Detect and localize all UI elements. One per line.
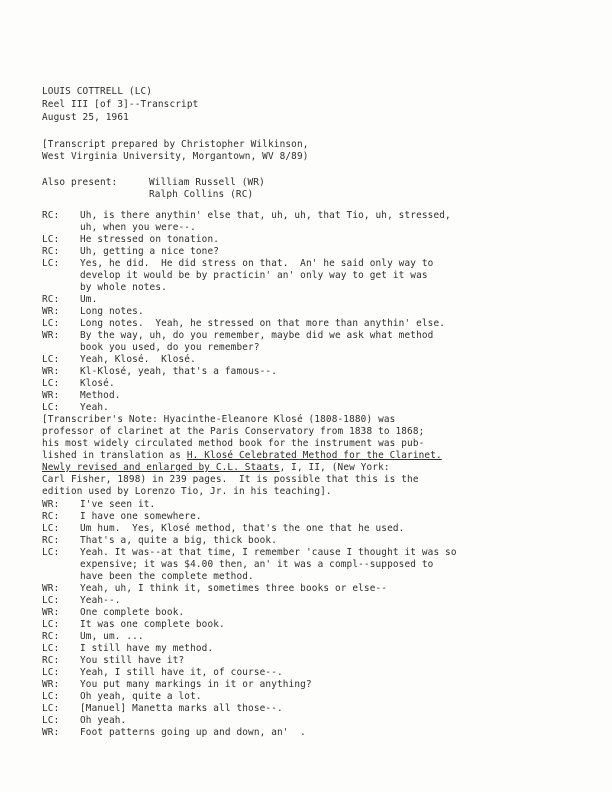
dialogue-text: Yeah--. — [80, 595, 121, 606]
dialogue-text: You still have it? — [80, 655, 185, 666]
speaker-label: LC: — [42, 595, 60, 606]
dialogue-text: Yeah, uh, I think it, sometimes three books or else-- — [80, 583, 388, 594]
dialogue-line — [42, 523, 404, 535]
dialogue-line — [42, 318, 445, 330]
dialogue-text: Um. — [80, 294, 98, 305]
dialogue-text: By the way, uh, do you remember, maybe did we ask what method — [80, 330, 434, 341]
prepared-by-line-2: West Virginia University, Morgantown, WV 8/89) — [42, 151, 309, 162]
dialogue-line — [42, 691, 202, 703]
dialogue-text: Method. — [80, 390, 121, 401]
speaker-label: WR: — [42, 390, 60, 401]
dialogue-text: Oh yeah. — [80, 715, 127, 726]
dialogue-line — [42, 258, 433, 270]
dialogue-line — [42, 679, 312, 691]
dialogue-line — [42, 619, 225, 631]
dialogue-text: Yes, he did. He did stress on that. An' he said only way to — [80, 258, 434, 269]
speaker-label: WR: — [42, 330, 60, 341]
transcriber-note-line-6: Carl Fisher, 1898) in 239 pages. It is possible that this is the — [42, 474, 419, 485]
speaker-label: LC: — [42, 643, 60, 654]
dialogue-text: Foot patterns going up and down, an' . — [80, 727, 306, 738]
transcriber-note-line-3: his most widely circulated method book for the instrument was pub- — [42, 438, 425, 449]
dialogue-line — [42, 559, 433, 571]
dialogue-text: [Manuel] Manetta marks all those--. — [80, 703, 283, 714]
dialogue-text: Yeah, I still have it, of course--. — [80, 667, 283, 678]
header-date: August 25, 1961 — [42, 112, 129, 123]
transcriber-note-line-5 — [42, 462, 390, 474]
dialogue-line — [42, 535, 277, 547]
dialogue-text: book you used, do you remember? — [80, 342, 260, 353]
dialogue-text: Yeah. It was--at that time, I remember 'cause I thought it was so — [80, 547, 457, 558]
transcriber-note-line-4 — [42, 450, 442, 462]
note-text: , I, II, (New York: — [279, 462, 390, 473]
dialogue-line — [42, 366, 277, 378]
present-name-2: Ralph Collins (RC) — [149, 189, 254, 200]
dialogue-text: Long notes. Yeah, he stressed on that more than anythin' else. — [80, 318, 446, 329]
speaker-label: LC: — [42, 258, 60, 269]
dialogue-text: uh, when you were--. — [80, 222, 196, 233]
dialogue-text: develop it would be by practicin' an' only way to get it was — [80, 270, 428, 281]
speaker-label: WR: — [42, 727, 60, 738]
speaker-label: RC: — [42, 631, 60, 642]
speaker-label: LC: — [42, 691, 60, 702]
speaker-label: RC: — [42, 535, 60, 546]
dialogue-text: He stressed on tonation. — [80, 234, 220, 245]
dialogue-line — [42, 595, 121, 607]
speaker-label: LC: — [42, 378, 60, 389]
book-title-part-1: H. Klosé Celebrated Method for the Clarinet. — [186, 450, 442, 461]
dialogue-text: I still have my method. — [80, 643, 214, 654]
dialogue-text: by whole notes. — [80, 282, 167, 293]
dialogue-text: Kl-Klosé, yeah, that's a famous--. — [80, 366, 278, 377]
dialogue-line — [42, 715, 126, 727]
dialogue-text: Oh yeah, quite a lot. — [80, 691, 202, 702]
speaker-label: LC: — [42, 523, 60, 534]
speaker-label: WR: — [42, 583, 60, 594]
dialogue-text: You put many markings in it or anything? — [80, 679, 312, 690]
speaker-label: LC: — [42, 715, 60, 726]
dialogue-line — [42, 703, 283, 715]
dialogue-text: Um hum. Yes, Klosé method, that's the one that he used. — [80, 523, 405, 534]
dialogue-line — [42, 631, 144, 643]
dialogue-line — [42, 330, 433, 342]
dialogue-line — [42, 583, 387, 595]
dialogue-line — [42, 547, 457, 559]
dialogue-text: expensive; it was $4.00 then, an' it was a compl--supposed to — [80, 559, 434, 570]
transcriber-note-line-2: professor of clarinet at the Paris Conservatory from 1838 to 1868; — [42, 426, 425, 437]
dialogue-line — [42, 655, 184, 667]
dialogue-line — [42, 270, 428, 282]
dialogue-line — [42, 282, 167, 294]
dialogue-text: It was one complete book. — [80, 619, 225, 630]
dialogue-line — [42, 607, 184, 619]
speaker-label: WR: — [42, 679, 60, 690]
header-name: LOUIS COTTRELL (LC) — [42, 86, 153, 97]
dialogue-line — [42, 354, 196, 366]
speaker-label: RC: — [42, 210, 60, 221]
speaker-label: LC: — [42, 234, 60, 245]
dialogue-line — [42, 667, 283, 679]
book-title-part-2: Newly revised and enlarged by C.L. Staats — [42, 462, 280, 473]
dialogue-line — [42, 210, 451, 222]
also-present-label: Also present: — [42, 177, 118, 188]
header-reel: Reel III [of 3]--Transcript — [42, 99, 199, 110]
dialogue-text: I have one somewhere. — [80, 511, 202, 522]
dialogue-line — [42, 306, 144, 318]
prepared-by-line-1: [Transcript prepared by Christopher Wilkinson, — [42, 139, 309, 150]
dialogue-text: Long notes. — [80, 306, 144, 317]
dialogue-line — [42, 499, 155, 511]
speaker-label: WR: — [42, 366, 60, 377]
speaker-label: RC: — [42, 294, 60, 305]
speaker-label: RC: — [42, 511, 60, 522]
dialogue-line — [42, 571, 254, 583]
speaker-label: RC: — [42, 655, 60, 666]
dialogue-text: That's a, quite a big, thick book. — [80, 535, 278, 546]
dialogue-line — [42, 222, 196, 234]
speaker-label: LC: — [42, 354, 60, 365]
dialogue-line — [42, 234, 219, 246]
speaker-label: WR: — [42, 306, 60, 317]
dialogue-line — [42, 511, 202, 523]
dialogue-line — [42, 390, 121, 402]
speaker-label: LC: — [42, 667, 60, 678]
dialogue-text: Klosé. — [80, 378, 115, 389]
dialogue-line — [42, 643, 213, 655]
note-text: lished in translation as — [42, 450, 187, 461]
dialogue-line — [42, 294, 97, 306]
dialogue-text: One complete book. — [80, 607, 185, 618]
dialogue-text: have been the complete method. — [80, 571, 254, 582]
speaker-label: LC: — [42, 703, 60, 714]
present-name-1: William Russell (WR) — [149, 177, 265, 188]
dialogue-text: Um, um. ... — [80, 631, 144, 642]
transcriber-note-line-1: [Transcriber's Note: Hyacinthe-Eleanore Klosé (1808-1880) was — [42, 414, 396, 425]
speaker-label: RC: — [42, 246, 60, 257]
speaker-label: LC: — [42, 547, 60, 558]
dialogue-text: I've seen it. — [80, 499, 156, 510]
dialogue-line — [42, 727, 306, 739]
transcriber-note-line-7: edition used by Lorenzo Tio, Jr. in his teaching]. — [42, 486, 332, 497]
speaker-label: WR: — [42, 499, 60, 510]
speaker-label: LC: — [42, 318, 60, 329]
dialogue-line — [42, 378, 115, 390]
dialogue-text: Uh, getting a nice tone? — [80, 246, 220, 257]
dialogue-line — [42, 246, 219, 258]
dialogue-text: Yeah, Klosé. Klosé. — [80, 354, 196, 365]
dialogue-line — [42, 342, 260, 354]
dialogue-line — [42, 402, 109, 414]
dialogue-text: Uh, is there anythin' else that, uh, uh, that Tio, uh, stressed, — [80, 210, 451, 221]
speaker-label: LC: — [42, 402, 60, 413]
speaker-label: LC: — [42, 619, 60, 630]
dialogue-text: Yeah. — [80, 402, 109, 413]
speaker-label: WR: — [42, 607, 60, 618]
